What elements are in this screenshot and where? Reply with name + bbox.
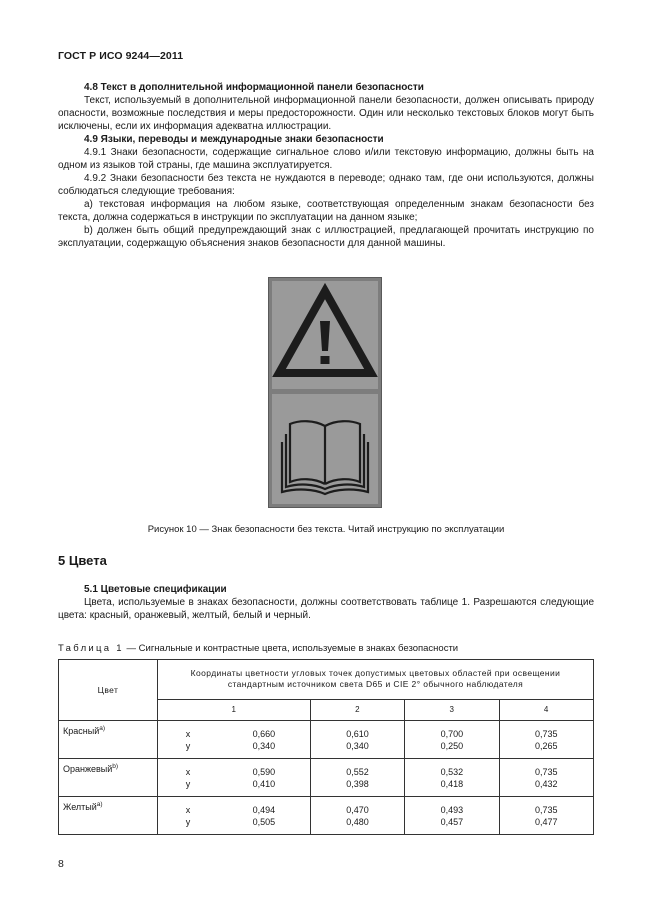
header-col-3: 3 <box>405 699 499 720</box>
color-table <box>58 659 594 835</box>
value-cell <box>499 759 593 797</box>
x-value: 0,470 <box>346 804 369 815</box>
color-name: Красный <box>63 726 100 736</box>
y-value: 0,477 <box>535 816 558 827</box>
table-row <box>59 721 594 759</box>
x-value: 0,735 <box>535 804 558 815</box>
x-value: 0,700 <box>440 728 464 739</box>
footnote-mark: b) <box>112 763 119 770</box>
sign-bottom-panel <box>272 394 378 504</box>
table-row <box>59 797 594 835</box>
x-value: 0,494 <box>252 804 276 815</box>
table-row <box>59 759 594 797</box>
section-4-9-heading: 4.9 Языки, переводы и международные знаки безопасности <box>84 134 384 145</box>
y-value: 0,250 <box>440 740 464 751</box>
value-cell <box>405 759 499 797</box>
section-5-1-paragraph: Цвета, используемые в знаках безопасности, должны соответствовать таблице 1. Разрешаются следующие цвета: красный, оранжевый, желтый, белый и черный. <box>58 597 594 621</box>
footnote-mark: a) <box>96 801 103 808</box>
table-caption-label: Таблица 1 <box>58 643 124 654</box>
x-value: 0,532 <box>440 766 464 777</box>
value-cell <box>310 797 404 835</box>
value-cell <box>310 759 404 797</box>
x-value: 0,493 <box>440 804 464 815</box>
header-col-2: 2 <box>310 699 404 720</box>
list-item-a: a) текстовая информация на любом языке, соответствующая определенным знакам безопасности без текста, должна содержаться в инструкции по эксплуатации на данном языке; <box>58 199 594 223</box>
value-cell <box>218 721 310 759</box>
value-cell <box>218 759 310 797</box>
y-label: y <box>185 740 191 751</box>
y-value: 0,340 <box>346 740 369 751</box>
value-cell <box>499 797 593 835</box>
y-value: 0,480 <box>346 816 369 827</box>
y-value: 0,410 <box>252 778 276 789</box>
color-name-cell <box>59 759 158 797</box>
list-item-b: b) должен быть общий предупреждающий знак с иллюстрацией, предлагающей прочитать инструкцию по эксплуатации, содержащую объяснения знаков безопасности для данной машины. <box>58 225 594 249</box>
x-label: x <box>185 804 191 815</box>
header-coordinates: Координаты цветности угловых точек допустимых цветовых областей при освещении стандартным источником света D65 и CIE 2° обычного наблюдателя <box>158 660 594 700</box>
section-4-8-heading: 4.8 Текст в дополнительной информационной панели безопасности <box>84 82 424 93</box>
xy-label-cell <box>158 797 219 835</box>
color-name: Оранжевый <box>63 764 113 774</box>
section-4-9-2-paragraph: 4.9.2 Знаки безопасности без текста не нуждаются в переводе; однако там, где они используются, должны соблюдаться следующие требования: <box>58 173 594 197</box>
document-id-header: ГОСТ Р ИСО 9244—2011 <box>58 50 184 62</box>
y-value: 0,432 <box>535 778 558 789</box>
xy-label-cell <box>158 721 219 759</box>
section-4-body <box>58 81 594 250</box>
footnote-mark: a) <box>99 725 106 732</box>
x-value: 0,735 <box>535 766 558 777</box>
section-4-8-paragraph: Текст, используемый в дополнительной информационной панели безопасности, должен описывать природу опасности, возможные последствия и меры предосторожности. Один или несколько текстовых блоков могут быть исключены, если их информация адекватна иллюстрации. <box>58 95 594 132</box>
section-4-9-1-paragraph: 4.9.1 Знаки безопасности, содержащие сигнальное слово и/или текстовую информацию, должны быть на одном из языков той страны, где машина эксплуатируется. <box>58 147 594 171</box>
header-color: Цвет <box>59 660 158 721</box>
section-5-body <box>58 583 594 622</box>
x-label: x <box>185 728 191 739</box>
warning-triangle-icon <box>272 281 378 389</box>
y-value: 0,457 <box>440 816 464 827</box>
color-name: Желтый <box>63 802 97 812</box>
section-5-1-heading: 5.1 Цветовые спецификации <box>84 584 227 595</box>
y-value: 0,418 <box>440 778 464 789</box>
x-label: x <box>185 766 191 777</box>
value-cell <box>405 797 499 835</box>
y-label: y <box>185 778 191 789</box>
table-caption <box>58 643 458 654</box>
x-value: 0,660 <box>252 728 276 739</box>
xy-label-cell <box>158 759 219 797</box>
y-value: 0,340 <box>252 740 276 751</box>
page-number: 8 <box>58 858 64 870</box>
section-5-title: 5 Цвета <box>58 553 107 568</box>
open-book-icon <box>272 394 378 504</box>
x-value: 0,552 <box>346 766 369 777</box>
x-value: 0,610 <box>346 728 369 739</box>
value-cell <box>405 721 499 759</box>
y-value: 0,265 <box>535 740 558 751</box>
header-col-1: 1 <box>158 699 311 720</box>
color-name-cell <box>59 721 158 759</box>
sign-top-panel <box>272 281 378 389</box>
y-label: y <box>185 816 191 827</box>
safety-sign-figure <box>268 277 382 508</box>
x-value: 0,735 <box>535 728 558 739</box>
value-cell <box>499 721 593 759</box>
value-cell <box>310 721 404 759</box>
y-value: 0,398 <box>346 778 369 789</box>
figure-caption: Рисунок 10 — Знак безопасности без текста. Читай инструкцию по эксплуатации <box>147 524 505 535</box>
x-value: 0,590 <box>252 766 276 777</box>
header-col-4: 4 <box>499 699 593 720</box>
color-name-cell <box>59 797 158 835</box>
y-value: 0,505 <box>252 816 276 827</box>
value-cell <box>218 797 310 835</box>
table-caption-text: — Сигнальные и контрастные цвета, используемые в знаках безопасности <box>123 643 459 654</box>
